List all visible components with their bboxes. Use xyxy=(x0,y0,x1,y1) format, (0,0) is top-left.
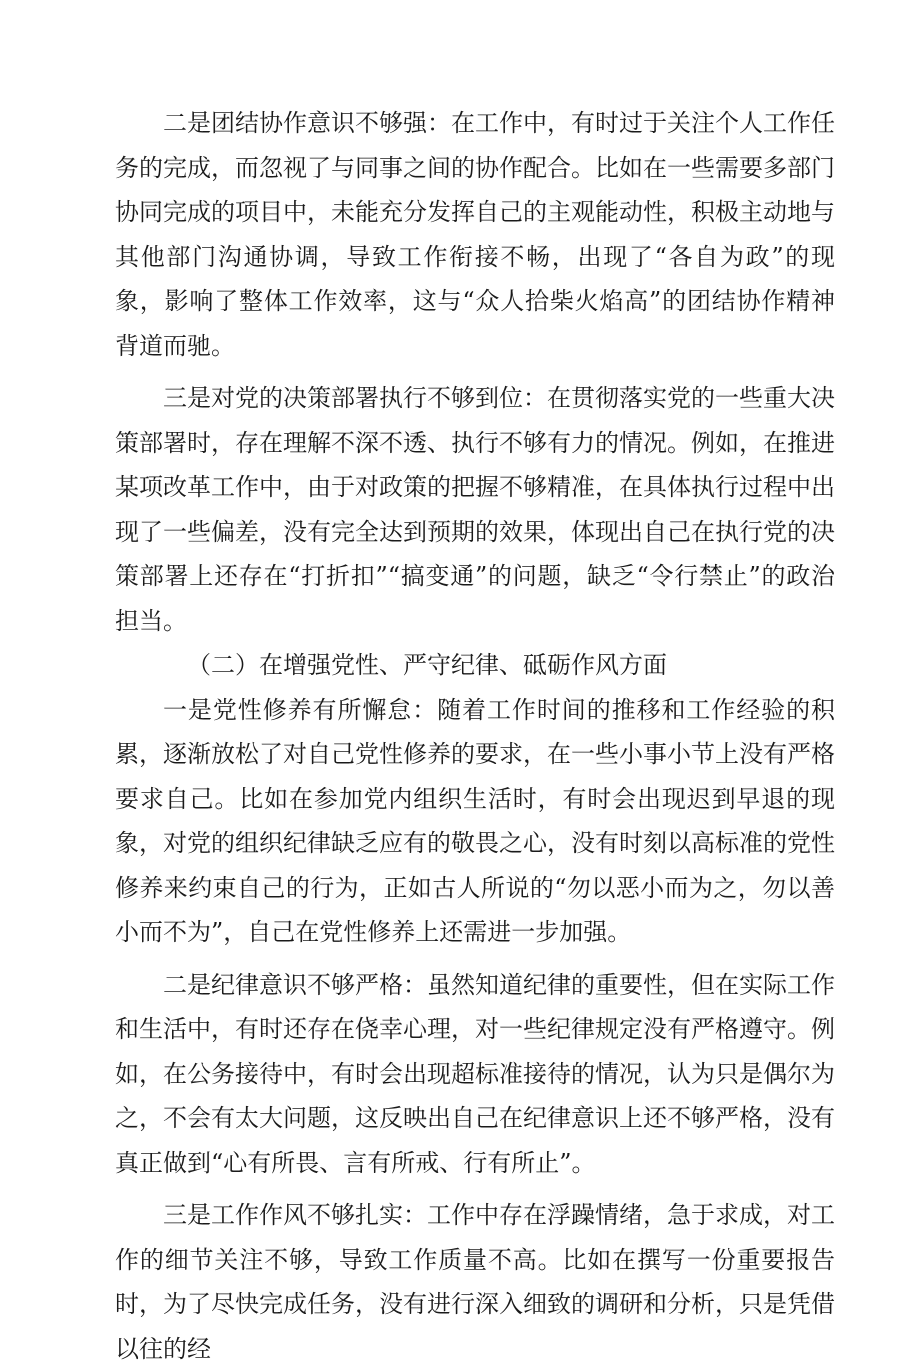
section-heading: （二）在增强党性、严守纪律、砥砺作风方面 xyxy=(187,651,667,679)
paragraph-work-style: 三是工作作风不够扎实：工作中存在浮躁情绪，急于求成，对工作的细节关注不够，导致工作质量不高。比如在撰写一份重要报告时，为了尽快完成任务，没有进行深入细致的调研和分析，只是凭借以往的经 xyxy=(115,1201,835,1363)
document-body xyxy=(115,101,835,1371)
paragraph-party-spirit: 一是党性修养有所懈怠：随着工作时间的推移和工作经验的积累，逐渐放松了对自己党性修养的要求，在一些小事小节上没有严格要求自己。比如在参加党内组织生活时，有时会出现迟到早退的现象，对党的组织纪律缺乏应有的敬畏之心，没有时刻以高标准的党性修养来约束自己的行为，正如古人所说的“勿以恶小而为之，勿以善小而不为”，自己在党性修养上还需进一步加强。 xyxy=(115,695,835,946)
paragraph-policy-execution: 三是对党的决策部署执行不够到位：在贯彻落实党的一些重大决策部署时，存在理解不深不透、执行不够有力的情况。例如，在推进某项改革工作中，由于对政策的把握不够精准，在具体执行过程中出现了一些偏差，没有完全达到预期的效果，体现出自己在执行党的决策部署上还存在“打折扣”“搞变通”的问题，缺乏“令行禁止”的政治担当。 xyxy=(115,384,835,635)
paragraph-teamwork: 二是团结协作意识不够强：在工作中，有时过于关注个人工作任务的完成，而忽视了与同事之间的协作配合。比如在一些需要多部门协同完成的项目中，未能充分发挥自己的主观能动性，积极主动地与其他部门沟通协调，导致工作衔接不畅，出现了“各自为政”的现象，影响了整体工作效率，这与“众人拾柴火焰高”的团结协作精神背道而驰。 xyxy=(115,109,835,360)
paragraph-discipline: 二是纪律意识不够严格：虽然知道纪律的重要性，但在实际工作和生活中，有时还存在侥幸心理，对一些纪律规定没有严格遵守。例如，在公务接待中，有时会出现超标准接待的情况，认为只是偶尔为之，不会有太大问题，这反映出自己在纪律意识上还不够严格，没有真正做到“心有所畏、言有所戒、行有所止”。 xyxy=(115,970,835,1177)
